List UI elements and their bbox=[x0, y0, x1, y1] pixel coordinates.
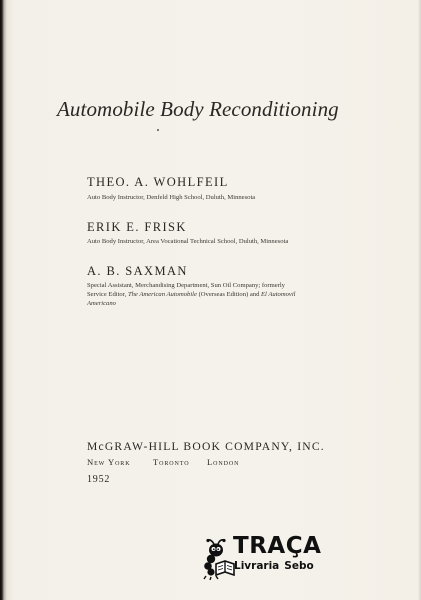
publication-year: 1952 bbox=[87, 474, 111, 485]
city-toronto: Toronto bbox=[153, 457, 190, 467]
book-title: Automobile Body Reconditioning bbox=[57, 97, 339, 121]
author-description-3-line-2: Service Editor, The American Automobile (Overseas Edition) and El Automovil bbox=[87, 291, 296, 298]
author-name-1: THEO. A. WOHLFEIL bbox=[87, 175, 229, 189]
city-new-york: New York bbox=[87, 457, 131, 467]
speck bbox=[157, 129, 159, 131]
author-name-2: ERIK E. FRISK bbox=[87, 220, 187, 234]
stamp-subtitle bbox=[234, 561, 314, 572]
stamp-brand: TRAÇA bbox=[233, 533, 322, 559]
author-description-3-line-1: Special Assistant, Merchandising Department, Sun Oil Company; formerly bbox=[87, 282, 285, 289]
publisher-name: McGRAW-HILL BOOK COMPANY, INC. bbox=[87, 440, 325, 453]
bookseller-stamp bbox=[202, 535, 322, 583]
stamp-sub-right: Sebo bbox=[284, 560, 314, 572]
bookworm-icon bbox=[202, 538, 236, 580]
author-description-1: Auto Body Instructor, Denfeld High School, Duluth, Minnesota bbox=[87, 194, 256, 201]
publisher-cities bbox=[87, 457, 239, 467]
author-description-3-line-3: Americano bbox=[87, 300, 116, 307]
city-london: London bbox=[207, 457, 240, 467]
author-description-2: Auto Body Instructor, Area Vocational Technical School, Duluth, Minnesota bbox=[87, 238, 289, 245]
author-name-3: A. B. SAXMAN bbox=[87, 264, 188, 278]
stamp-sub-left: Livraria bbox=[234, 560, 280, 572]
